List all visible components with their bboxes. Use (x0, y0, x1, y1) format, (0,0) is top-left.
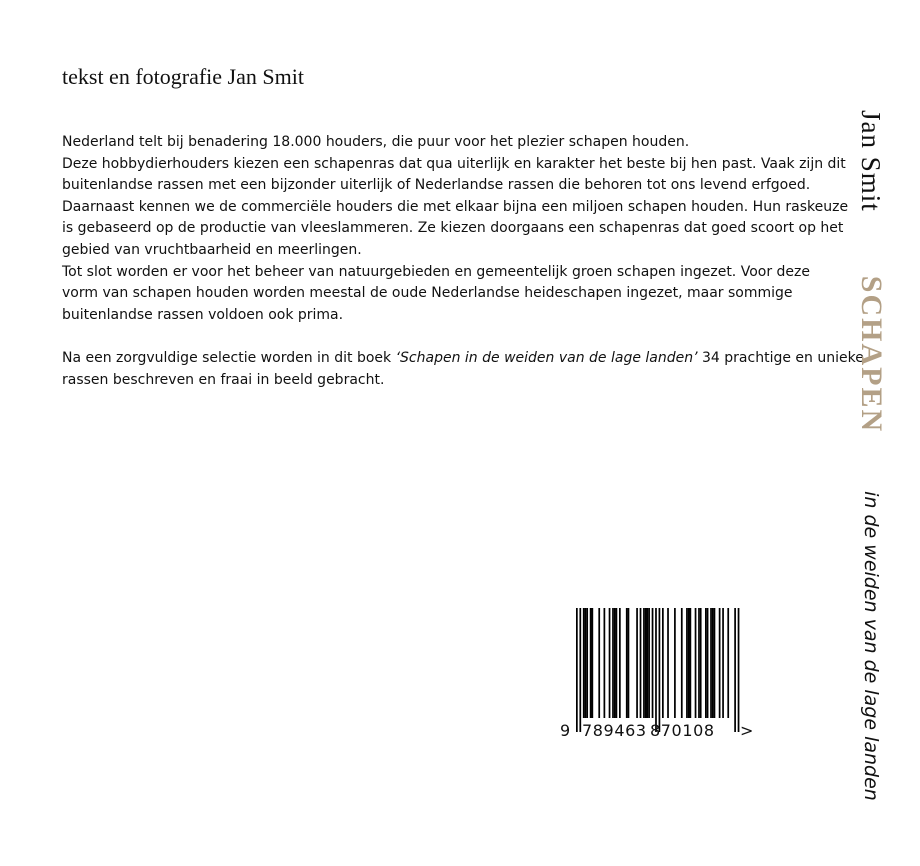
barcode-bar (645, 608, 647, 718)
barcode-bar (626, 608, 628, 718)
barcode-bar (579, 608, 581, 732)
barcode-bar (686, 608, 688, 718)
barcode-bar (674, 608, 676, 718)
spine-title: SCHAPEN (855, 275, 888, 434)
blurb-line: Daarnaast kennen we de commerciële houders die met elkaar bijna een miljoen schapen houden. Hun raskeuze (62, 198, 849, 215)
blurb (62, 132, 864, 391)
closing-paragraph (62, 348, 864, 391)
barcode-bar (598, 608, 600, 718)
barcode-bar (655, 608, 657, 732)
closing-suffix: 34 prachtige en unieke (697, 349, 864, 366)
barcode-group-2: 870108 (650, 721, 715, 740)
spine-author: Jan Smit (856, 110, 887, 212)
barcode-bar (647, 608, 649, 718)
blurb-line: is gebaseerd op de productie van vleeslammeren. Ze kiezen doorgaans een schapenras dat goed scoort op het (62, 220, 844, 237)
barcode-bar (609, 608, 611, 718)
barcode-bar (734, 608, 736, 732)
barcode-bar (700, 608, 702, 718)
blurb-line: Nederland telt bij benadering 18.000 houders, die puur voor het plezier schapen houden. (62, 134, 690, 150)
closing-line: rassen beschreven en fraai in beeld gebracht. (62, 371, 385, 388)
barcode-bar (712, 608, 714, 718)
blurb-line: buitenlandse rassen met een bijzonder uiterlijk of Nederlandse rassen die behoren tot ons levend erfgoed. (62, 177, 811, 194)
barcode-bar (667, 608, 669, 718)
blurb-line: vorm van schapen houden worden meestal de oude Nederlandse heideschapen ingezet, maar sommige (62, 285, 793, 302)
barcode-bar (619, 608, 621, 718)
blurb-line: Deze hobbydierhouders kiezen een schapenras dat qua uiterlijk en karakter het beste bij hen past. Vaak zijn dit (62, 155, 846, 172)
barcode-bar (738, 608, 740, 732)
blurb-line: gebied van vruchtbaarheid en meerlingen. (62, 241, 362, 258)
barcode-bar (698, 608, 700, 718)
barcode-bar (591, 608, 593, 718)
barcode-bar (586, 608, 588, 718)
barcode-bar (616, 608, 618, 718)
blurb-line: Tot slot worden er voor het beheer van natuurgebieden en gemeentelijk groen schapen ingezet. Voor deze (62, 263, 810, 280)
barcode-bar (681, 608, 683, 718)
barcode-bar (695, 608, 697, 718)
barcode-quiet-zone-mark: > (740, 721, 754, 740)
barcode-bar (659, 608, 661, 732)
closing-prefix: Na een zorgvuldige selectie worden in dit boek (62, 349, 396, 366)
barcode-bar (583, 608, 585, 718)
barcode-bar (585, 608, 587, 718)
barcode-bar (690, 608, 692, 718)
barcode-bar (705, 608, 707, 718)
barcode-bar (722, 608, 724, 718)
barcode-bar (640, 608, 642, 718)
barcode-bar (590, 608, 592, 718)
book-spine (855, 110, 920, 801)
barcode-bar (636, 608, 638, 718)
blurb-paragraph (62, 132, 849, 326)
barcode-bar (719, 608, 721, 718)
book-title: ‘Schapen in de weiden van de lage landen’ (395, 349, 698, 366)
barcode-bar (604, 608, 606, 718)
barcode-bar (576, 608, 578, 732)
barcode-bar (643, 608, 645, 718)
spine-subtitle: in de weiden van de lage landen (860, 491, 882, 801)
barcode-group-1: 789463 (582, 721, 647, 740)
barcode-bar (688, 608, 690, 718)
barcode-bar (707, 608, 709, 718)
barcode-bar (710, 608, 712, 718)
barcode-bar (612, 608, 614, 718)
author-credit: tekst en fotografie Jan Smit (62, 64, 304, 89)
barcode-bar (628, 608, 630, 718)
closing-line (62, 348, 864, 370)
barcode-bar (652, 608, 654, 718)
barcode-bar (614, 608, 616, 718)
barcode-bar (727, 608, 729, 718)
barcode-bar (662, 608, 664, 718)
barcode-first-digit: 9 (560, 721, 571, 740)
blurb-line: buitenlandse rassen voldoen ook prima. (62, 306, 344, 323)
isbn-barcode (558, 608, 758, 748)
barcode-bar (648, 608, 650, 718)
barcode-bar (714, 608, 716, 718)
spine-text (854, 110, 888, 801)
